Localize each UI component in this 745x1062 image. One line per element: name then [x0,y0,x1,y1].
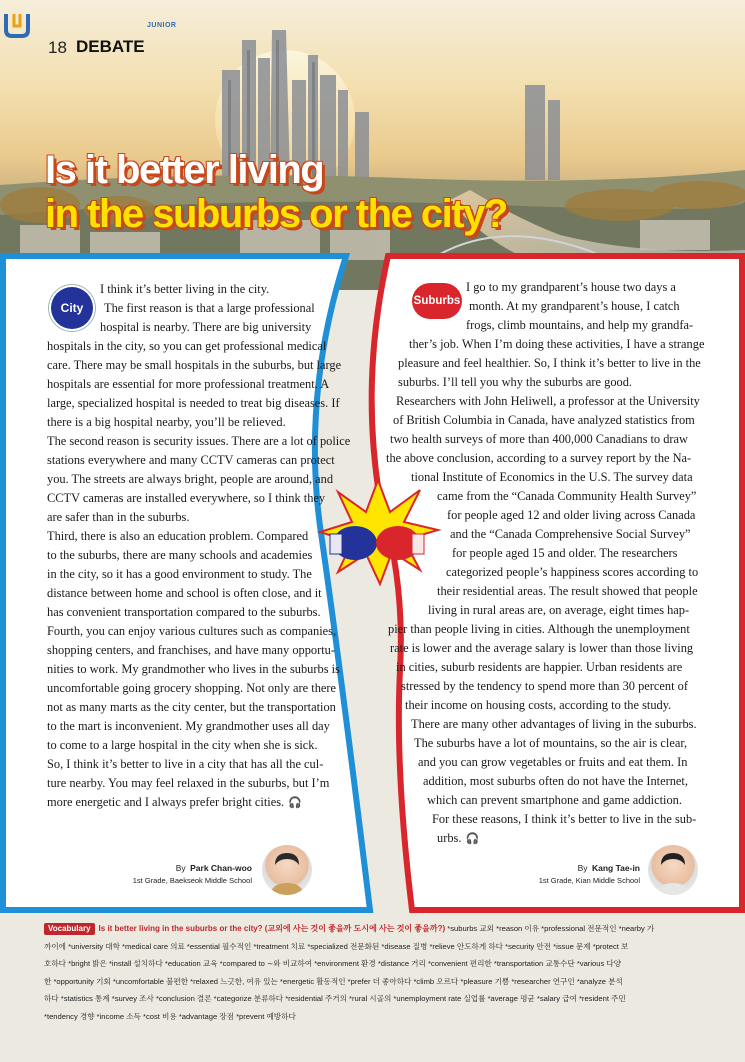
suburbs-line: the above conclusion, according to a survey report by the Na- [386,451,692,465]
suburbs-byline [490,858,640,885]
vocab-terms: *suburbs 교외 *reason 이유 *professional 전문적인 *nearby 가 [447,924,655,933]
city-line: large, specialized hospital is needed to treat big diseases. If [47,396,340,410]
suburbs-line: for people aged 15 and older. The researchers [452,546,678,560]
vocabulary-box [44,920,704,1040]
suburbs-line: two health surveys of more than 400,000 Canadians to draw [390,432,688,446]
suburbs-line: tional Institute of Economics in the U.S. The survey data [411,470,693,484]
byline-by: By [175,863,186,873]
city-line: Fourth, you can enjoy various cultures such as companies, [47,624,337,638]
author-name: Kang Tae-in [591,863,640,873]
logo-text: JUNIOR [147,22,177,29]
author-school: 1st Grade, Baekseok Middle School [132,876,252,885]
city-line: So, I think it’s better to live in a city that has all the cul- [47,757,324,771]
city-line: shopping centers, and franchises, and have many opportu- [47,643,335,657]
suburbs-line: of British Columbia in Canada, have analyzed statistics from [393,413,695,427]
suburbs-badge: Suburbs [412,283,462,319]
suburbs-line: their residential areas. The result showed that people [437,584,698,598]
title-line-1: Is it better living [45,148,324,192]
suburbs-line: came from the “Canada Community Health Survey” [437,489,697,503]
city-line: to the mart is inconvenient. My grandmother uses all day [47,719,330,733]
city-line: uncomfortable going grocery shopping. Not only are there [47,681,337,695]
city-line: stations everywhere and many CCTV cameras can protect [47,453,335,467]
city-line: in the city, so it has a good environment to study. The [47,567,312,581]
suburbs-line: There are many other advantages of living in the suburbs. [411,717,697,731]
page-title [45,148,705,236]
city-line: are safer than in the suburbs. [47,510,190,524]
vocab-line: 호하다 *bright 밝은 *install 설치하다 *education 교육 *compared to ∼와 비교하여 *environment 환경 *distance 거리 *convenient 편리한 *transportation 교통수단 *various 다양 [44,959,622,969]
city-line: hospital is nearby. There are big university [100,320,312,334]
city-line: I think it’s better living in the city. [100,282,270,296]
city-line: distance between home and school is often close, and it [47,586,322,600]
suburbs-line: stressed by the tendency to spend more than 30 percent of [401,679,688,693]
suburbs-line: I go to my grandparent’s house two days a [466,280,676,294]
vocab-line [44,920,704,938]
author-name: Park Chan-woo [190,863,252,873]
city-line: care. There may be small hospitals in the suburbs, but large [47,358,342,372]
city-line-last [47,793,302,813]
city-line: hospitals in the city, so you can get professional medical [47,339,327,353]
suburbs-line: frogs, climb mountains, and help my grandfa- [466,318,694,332]
city-line: has convenient transportation compared to the suburbs. [47,605,321,619]
suburbs-line: pleasure and feel healthier. So, I think it’s better to live in the [398,356,701,370]
city-line: ture nearby. You may feel relaxed in the suburbs, but I’m [47,776,330,790]
suburbs-line: which can prevent smartphone and game addiction. [427,793,682,807]
hero-skyline [0,0,745,290]
author-photo-avatar [262,845,312,895]
suburbs-line: month. At my grandparent’s house, I catch [469,299,680,313]
headphones-icon[interactable]: 🎧 [465,833,480,845]
vocabulary-label: Vocabulary [44,923,95,935]
city-line: The first reason is that a large professional [104,301,315,315]
suburbs-line: pier than people living in cities. Although the unemployment [388,622,690,636]
city-line: The second reason is security issues. There are a lot of police [47,434,351,448]
suburbs-line: ther’s job. When I’m doing these activities, I have a strange [409,337,705,351]
city-line: CCTV cameras are installed everywhere, so I think they [47,491,326,505]
city-line: to come to a large hospital in the city when she is sick. [47,738,318,752]
title-line-2: in the suburbs or the city? [45,192,507,236]
suburbs-line: and you can grow vegetables or fruits and eat them. In [418,755,688,769]
city-line-text: more energetic and I always prefer bright cities. [47,795,285,809]
city-badge: City [51,287,93,329]
suburbs-line: The suburbs have a lot of mountains, so the air is clear, [414,736,688,750]
page-number: 18 [48,38,67,57]
vocab-line: 한 *opportunity 기회 *uncomfortable 불편한 *relaxed 느긋한, 여유 있는 *energetic 활동적인 *prefer 더 좋아하다 *climb 오르다 *pleasure 기쁨 *researcher 연구인 *analyze 분석 [44,976,623,986]
city-byline [110,858,252,885]
suburbs-line: For these reasons, I think it’s better to live in the sub- [432,812,697,826]
city-line: hospitals are essential for more professional treatment. A [47,377,330,391]
headphones-icon[interactable]: 🎧 [288,797,302,809]
suburbs-line: suburbs. I’ll tell you why the suburbs are good. [398,375,633,389]
city-line: Third, there is also an education problem. Compared [47,529,309,543]
suburbs-line: categorized people’s happiness scores according to [446,565,699,579]
suburbs-line-last [437,829,479,849]
suburbs-line: addition, most suburbs often do not have the Internet, [423,774,688,788]
suburbs-line: their income on housing costs, according to the study. [405,698,672,712]
suburbs-line: for people aged 12 and older living across Canada [447,508,696,522]
suburbs-line: in cities, suburb residents are happier. Urban residents are [396,660,683,674]
suburbs-line: Researchers with John Heliwell, a professor at the University [396,394,700,408]
author-school: 1st Grade, Kian Middle School [538,876,640,885]
junior-logo-icon [0,0,34,40]
city-line: nities to work. My grandmother who lives in the suburbs is [47,662,340,676]
city-line: there is a big hospital nearby, you’ll be relieved. [47,415,286,429]
city-line: to the suburbs, there are many schools and academies [47,548,313,562]
suburbs-line: rate is lower and the average salary is lower than those living [390,641,694,655]
suburbs-line-text: urbs. [437,831,462,845]
author-photo-avatar [648,845,698,895]
section-title: DEBATE [76,37,145,56]
vocab-line: 까이에 *university 대학 *medical care 의료 *essential 필수적인 *treatment 치료 *specialized 전문화된 *disease 질병 *relieve 안도하게 하다 *security 안전 *issue 문제 *protect 보 [44,941,629,951]
vocabulary-heading: Is it better living in the suburbs or the city? (교외에 사는 것이 좋을까 도시에 사는 것이 좋을까?) [98,924,446,933]
vocab-line: 하다 *statistics 통계 *survey 조사 *conclusion 결론 *categorize 분류하다 *residential 주거의 *rural 시골의 *unemployment rate 실업률 *average 평균 *salary 급여 *resident 주민 [44,994,626,1004]
vocab-line: *tendency 경향 *income 소득 *cost 비용 *advantage 장점 *prevent 예방하다 [44,1011,296,1021]
suburbs-line: living in rural areas are, on average, eight times hap- [428,603,690,617]
city-line: not as many marts as the city center, but the transportation [47,700,336,714]
suburbs-line: and the “Canada Comprehensive Social Survey” [450,527,691,541]
byline-by: By [577,863,588,873]
city-line: you. The streets are always bright, people are around, and [47,472,334,486]
